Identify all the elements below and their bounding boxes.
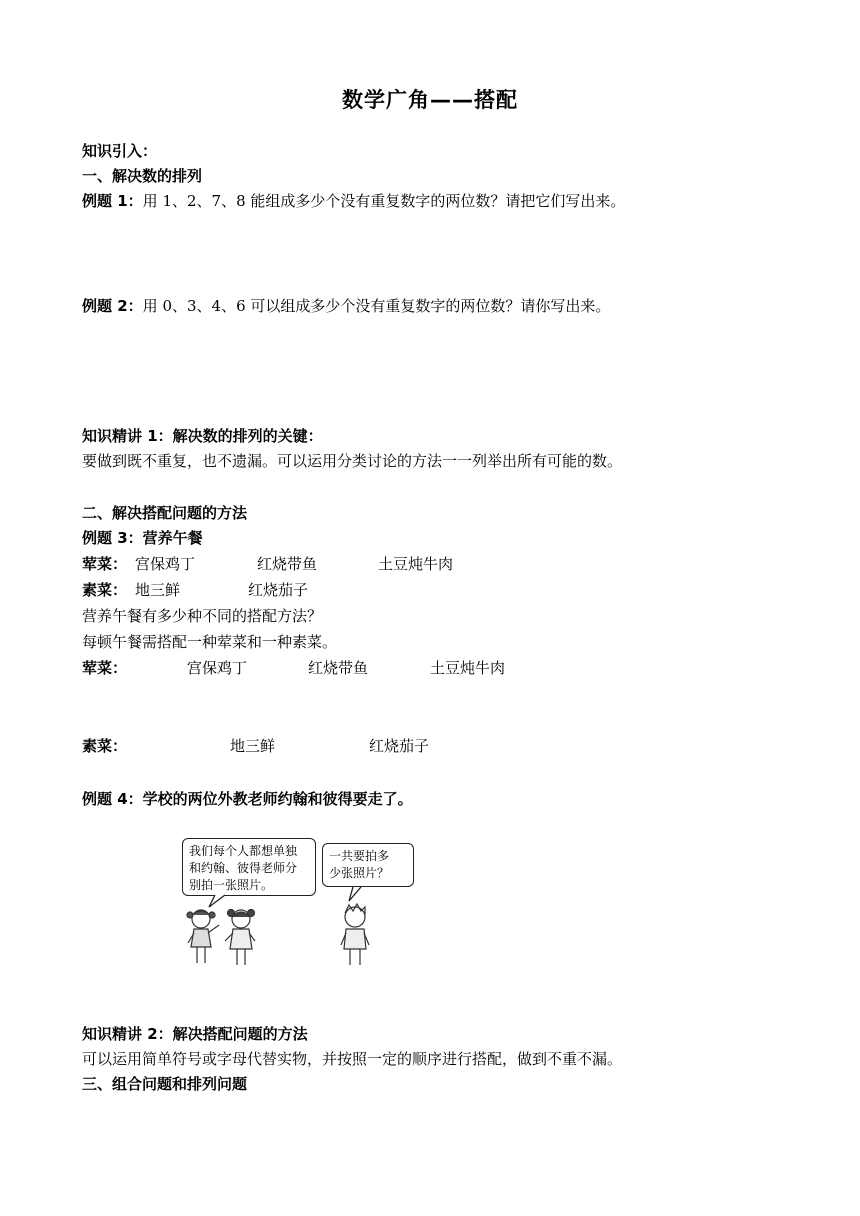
bubble-1-line-3: 别拍一张照片。 — [189, 878, 274, 892]
example-1-text: 用 1、2、7、8 能组成多少个没有重复数字的两位数？请把它们写出来。 — [142, 192, 626, 210]
example-2 — [82, 296, 610, 316]
veg-dish-1-b: 地三鲜 — [230, 737, 276, 755]
bubble-2-line-2: 少张照片？ — [329, 866, 390, 880]
girl-figure-1 — [187, 910, 219, 963]
meat-dish-2-b: 红烧带鱼 — [308, 659, 369, 677]
example-3-question: 营养午餐有多少种不同的搭配方法？ — [82, 607, 323, 625]
section-3-heading: 三、组合问题和排列问题 — [82, 1075, 248, 1093]
example-2-text: 用 0、3、4、6 可以组成多少个没有重复数字的两位数？请你写出来。 — [142, 297, 611, 315]
veg-dish-2: 红烧茄子 — [248, 581, 309, 599]
speech-bubble-boy — [322, 843, 414, 887]
children-illustration — [175, 885, 425, 970]
example-1 — [82, 191, 625, 211]
section-2-heading: 二、解决搭配问题的方法 — [82, 504, 248, 522]
meat-label: 荤菜： — [82, 555, 128, 573]
meat-dish-3-b: 土豆炖牛肉 — [430, 659, 506, 677]
section-1-heading: 一、解决数的排列 — [82, 167, 203, 185]
knowledge-1-title: 知识精讲 1：解决数的排列的关键： — [82, 427, 323, 445]
bubble-2-line-1: 一共要拍多 — [329, 849, 390, 863]
boy-figure — [341, 904, 369, 965]
veg-dish-2-b: 红烧茄子 — [369, 737, 430, 755]
example-3-condition: 每顿午餐需搭配一种荤菜和一种素菜。 — [82, 633, 338, 651]
meat-label-2: 荤菜： — [82, 659, 128, 677]
page-title: 数学广角——搭配 — [342, 88, 518, 112]
bubble-1-line-2: 和约翰、彼得老师分 — [189, 861, 298, 875]
knowledge-1-text: 要做到既不重复，也不遗漏。可以运用分类讨论的方法一一列举出所有可能的数。 — [82, 452, 623, 470]
example-3-title: 例题 3：营养午餐 — [82, 529, 203, 547]
example-4-title: 例题 4：学校的两位外教老师约翰和彼得要走了。 — [82, 790, 413, 808]
bubble-1-line-1: 我们每个人都想单独 — [189, 844, 298, 858]
example-2-label: 例题 2： — [82, 297, 143, 315]
knowledge-2-title: 知识精讲 2：解决搭配问题的方法 — [82, 1025, 308, 1043]
intro-heading: 知识引入： — [82, 142, 158, 160]
knowledge-2-text: 可以运用简单符号或字母代替实物，并按照一定的顺序进行搭配，做到不重不漏。 — [82, 1050, 623, 1068]
example-1-label: 例题 1： — [82, 192, 143, 210]
veg-dish-1: 地三鲜 — [135, 581, 181, 599]
girl-figure-2 — [225, 910, 255, 966]
meat-dish-3: 土豆炖牛肉 — [378, 555, 454, 573]
meat-dish-2: 红烧带鱼 — [257, 555, 318, 573]
meat-dish-1-b: 宫保鸡丁 — [187, 659, 248, 677]
veg-label-2: 素菜： — [82, 737, 128, 755]
veg-label: 素菜： — [82, 581, 128, 599]
meat-dish-1: 宫保鸡丁 — [135, 555, 196, 573]
